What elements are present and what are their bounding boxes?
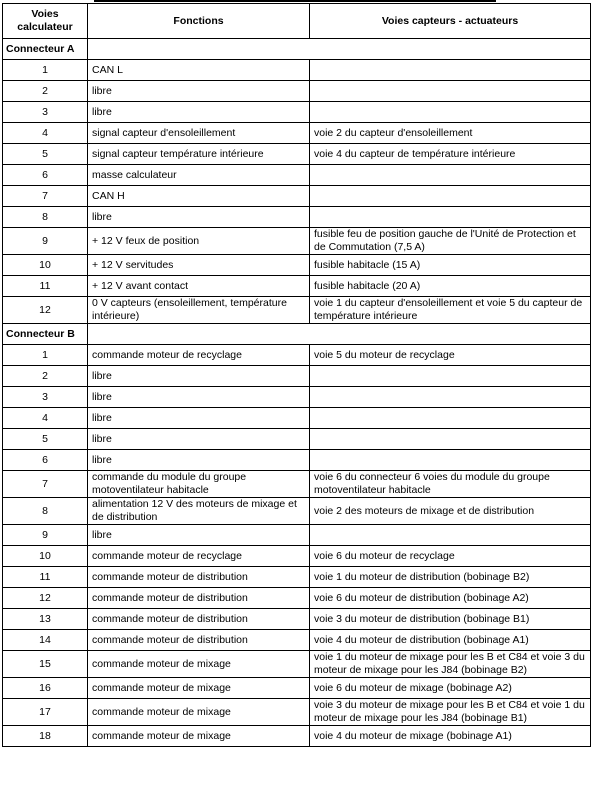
sensor-actuator-cell: voie 6 du moteur de mixage (bobinage A2) bbox=[310, 678, 591, 699]
table-row bbox=[3, 165, 591, 186]
function-cell: commande moteur de distribution bbox=[88, 630, 310, 651]
pin-number-cell: 9 bbox=[3, 525, 88, 546]
pin-number-cell: 10 bbox=[3, 255, 88, 276]
table-row bbox=[3, 186, 591, 207]
header-voies-capteurs: Voies capteurs - actuateurs bbox=[310, 4, 591, 39]
pin-number-cell: 2 bbox=[3, 366, 88, 387]
sensor-actuator-cell: voie 3 du moteur de distribution (bobinage B1) bbox=[310, 609, 591, 630]
table-row bbox=[3, 498, 591, 525]
sensor-actuator-cell: voie 4 du capteur de température intérieure bbox=[310, 144, 591, 165]
function-cell: alimentation 12 V des moteurs de mixage et de distribution bbox=[88, 498, 310, 525]
table-row bbox=[3, 609, 591, 630]
sensor-actuator-cell: voie 5 du moteur de recyclage bbox=[310, 345, 591, 366]
table-row bbox=[3, 207, 591, 228]
sensor-actuator-cell: voie 1 du moteur de mixage pour les B et C84 et voie 3 du moteur de mixage pour les J84 (bobinage B2) bbox=[310, 651, 591, 678]
table-row bbox=[3, 276, 591, 297]
sensor-actuator-cell bbox=[310, 525, 591, 546]
function-cell: libre bbox=[88, 525, 310, 546]
pin-number-cell: 11 bbox=[3, 276, 88, 297]
pin-number-cell: 1 bbox=[3, 60, 88, 81]
table-row bbox=[3, 588, 591, 609]
table-row bbox=[3, 387, 591, 408]
pin-number-cell: 5 bbox=[3, 144, 88, 165]
sensor-actuator-cell: voie 1 du moteur de distribution (bobinage B2) bbox=[310, 567, 591, 588]
pin-number-cell: 16 bbox=[3, 678, 88, 699]
function-cell: commande moteur de distribution bbox=[88, 609, 310, 630]
section-row bbox=[3, 324, 591, 345]
sensor-actuator-cell: voie 2 du capteur d'ensoleillement bbox=[310, 123, 591, 144]
pin-number-cell: 12 bbox=[3, 588, 88, 609]
sensor-actuator-cell bbox=[310, 165, 591, 186]
function-cell: masse calculateur bbox=[88, 165, 310, 186]
function-cell: + 12 V avant contact bbox=[88, 276, 310, 297]
sensor-actuator-cell: voie 4 du moteur de mixage (bobinage A1) bbox=[310, 726, 591, 747]
pin-number-cell: 7 bbox=[3, 186, 88, 207]
table-row bbox=[3, 60, 591, 81]
sensor-actuator-cell: voie 1 du capteur d'ensoleillement et voie 5 du capteur de température intérieure bbox=[310, 297, 591, 324]
function-cell: libre bbox=[88, 387, 310, 408]
top-rule bbox=[94, 0, 496, 2]
pin-number-cell: 2 bbox=[3, 81, 88, 102]
pin-number-cell: 3 bbox=[3, 102, 88, 123]
sensor-actuator-cell: fusible habitacle (15 A) bbox=[310, 255, 591, 276]
pin-number-cell: 6 bbox=[3, 165, 88, 186]
table-row bbox=[3, 429, 591, 450]
section-empty-cell bbox=[88, 39, 591, 60]
pin-number-cell: 15 bbox=[3, 651, 88, 678]
pin-number-cell: 4 bbox=[3, 408, 88, 429]
table-row bbox=[3, 345, 591, 366]
pin-number-cell: 3 bbox=[3, 387, 88, 408]
function-cell: libre bbox=[88, 408, 310, 429]
function-cell: 0 V capteurs (ensoleillement, température intérieure) bbox=[88, 297, 310, 324]
sensor-actuator-cell: voie 4 du moteur de distribution (bobinage A1) bbox=[310, 630, 591, 651]
sensor-actuator-cell bbox=[310, 366, 591, 387]
table-row bbox=[3, 678, 591, 699]
pin-number-cell: 10 bbox=[3, 546, 88, 567]
sensor-actuator-cell bbox=[310, 429, 591, 450]
sensor-actuator-cell bbox=[310, 102, 591, 123]
sensor-actuator-cell: voie 6 du connecteur 6 voies du module du groupe motoventilateur habitacle bbox=[310, 471, 591, 498]
function-cell: libre bbox=[88, 81, 310, 102]
pin-number-cell: 11 bbox=[3, 567, 88, 588]
table-row bbox=[3, 297, 591, 324]
function-cell: commande moteur de mixage bbox=[88, 699, 310, 726]
function-cell: commande moteur de recyclage bbox=[88, 546, 310, 567]
function-cell: commande moteur de distribution bbox=[88, 567, 310, 588]
section-empty-cell bbox=[88, 324, 591, 345]
function-cell: commande moteur de recyclage bbox=[88, 345, 310, 366]
table-row bbox=[3, 144, 591, 165]
sensor-actuator-cell bbox=[310, 60, 591, 81]
function-cell: CAN H bbox=[88, 186, 310, 207]
header-voies-calculateur bbox=[3, 4, 88, 39]
function-cell: commande moteur de mixage bbox=[88, 678, 310, 699]
table-row bbox=[3, 102, 591, 123]
pin-number-cell: 4 bbox=[3, 123, 88, 144]
table-row bbox=[3, 408, 591, 429]
function-cell: + 12 V servitudes bbox=[88, 255, 310, 276]
table-row bbox=[3, 228, 591, 255]
function-cell: libre bbox=[88, 102, 310, 123]
header-voies-line2: calculateur bbox=[17, 21, 73, 33]
table-row bbox=[3, 546, 591, 567]
pin-number-cell: 8 bbox=[3, 498, 88, 525]
table-row bbox=[3, 726, 591, 747]
table-row bbox=[3, 630, 591, 651]
table-row bbox=[3, 366, 591, 387]
section-row bbox=[3, 39, 591, 60]
section-title: Connecteur A bbox=[3, 39, 88, 60]
sensor-actuator-cell: fusible habitacle (20 A) bbox=[310, 276, 591, 297]
sensor-actuator-cell: voie 2 des moteurs de mixage et de distribution bbox=[310, 498, 591, 525]
function-cell: libre bbox=[88, 366, 310, 387]
pin-number-cell: 7 bbox=[3, 471, 88, 498]
function-cell: commande moteur de mixage bbox=[88, 651, 310, 678]
table-row bbox=[3, 123, 591, 144]
sensor-actuator-cell bbox=[310, 387, 591, 408]
sensor-actuator-cell: fusible feu de position gauche de l'Unité de Protection et de Commutation (7,5 A) bbox=[310, 228, 591, 255]
table-row bbox=[3, 567, 591, 588]
sensor-actuator-cell: voie 6 du moteur de recyclage bbox=[310, 546, 591, 567]
sensor-actuator-cell bbox=[310, 186, 591, 207]
table-row bbox=[3, 450, 591, 471]
function-cell: signal capteur d'ensoleillement bbox=[88, 123, 310, 144]
table-row bbox=[3, 699, 591, 726]
sensor-actuator-cell bbox=[310, 408, 591, 429]
header-voies-line1: Voies bbox=[31, 8, 59, 20]
pinout-table bbox=[2, 3, 591, 747]
table-row bbox=[3, 81, 591, 102]
table-row bbox=[3, 525, 591, 546]
function-cell: libre bbox=[88, 450, 310, 471]
function-cell: signal capteur température intérieure bbox=[88, 144, 310, 165]
table-row bbox=[3, 651, 591, 678]
sensor-actuator-cell: voie 3 du moteur de mixage pour les B et C84 et voie 1 du moteur de mixage pour les J84 (bobinage B1) bbox=[310, 699, 591, 726]
function-cell: commande moteur de mixage bbox=[88, 726, 310, 747]
header-row bbox=[3, 4, 591, 39]
function-cell: commande moteur de distribution bbox=[88, 588, 310, 609]
pin-number-cell: 13 bbox=[3, 609, 88, 630]
pin-number-cell: 8 bbox=[3, 207, 88, 228]
function-cell: libre bbox=[88, 429, 310, 450]
section-title: Connecteur B bbox=[3, 324, 88, 345]
table-row bbox=[3, 471, 591, 498]
pin-number-cell: 1 bbox=[3, 345, 88, 366]
pin-number-cell: 5 bbox=[3, 429, 88, 450]
pin-number-cell: 9 bbox=[3, 228, 88, 255]
pin-number-cell: 17 bbox=[3, 699, 88, 726]
pin-number-cell: 14 bbox=[3, 630, 88, 651]
sensor-actuator-cell bbox=[310, 81, 591, 102]
pin-number-cell: 6 bbox=[3, 450, 88, 471]
function-cell: + 12 V feux de position bbox=[88, 228, 310, 255]
header-fonctions: Fonctions bbox=[88, 4, 310, 39]
table-body bbox=[3, 39, 591, 747]
sensor-actuator-cell bbox=[310, 207, 591, 228]
table-row bbox=[3, 255, 591, 276]
function-cell: CAN L bbox=[88, 60, 310, 81]
sensor-actuator-cell bbox=[310, 450, 591, 471]
sensor-actuator-cell: voie 6 du moteur de distribution (bobinage A2) bbox=[310, 588, 591, 609]
function-cell: commande du module du groupe motoventilateur habitacle bbox=[88, 471, 310, 498]
pin-number-cell: 18 bbox=[3, 726, 88, 747]
function-cell: libre bbox=[88, 207, 310, 228]
pin-number-cell: 12 bbox=[3, 297, 88, 324]
